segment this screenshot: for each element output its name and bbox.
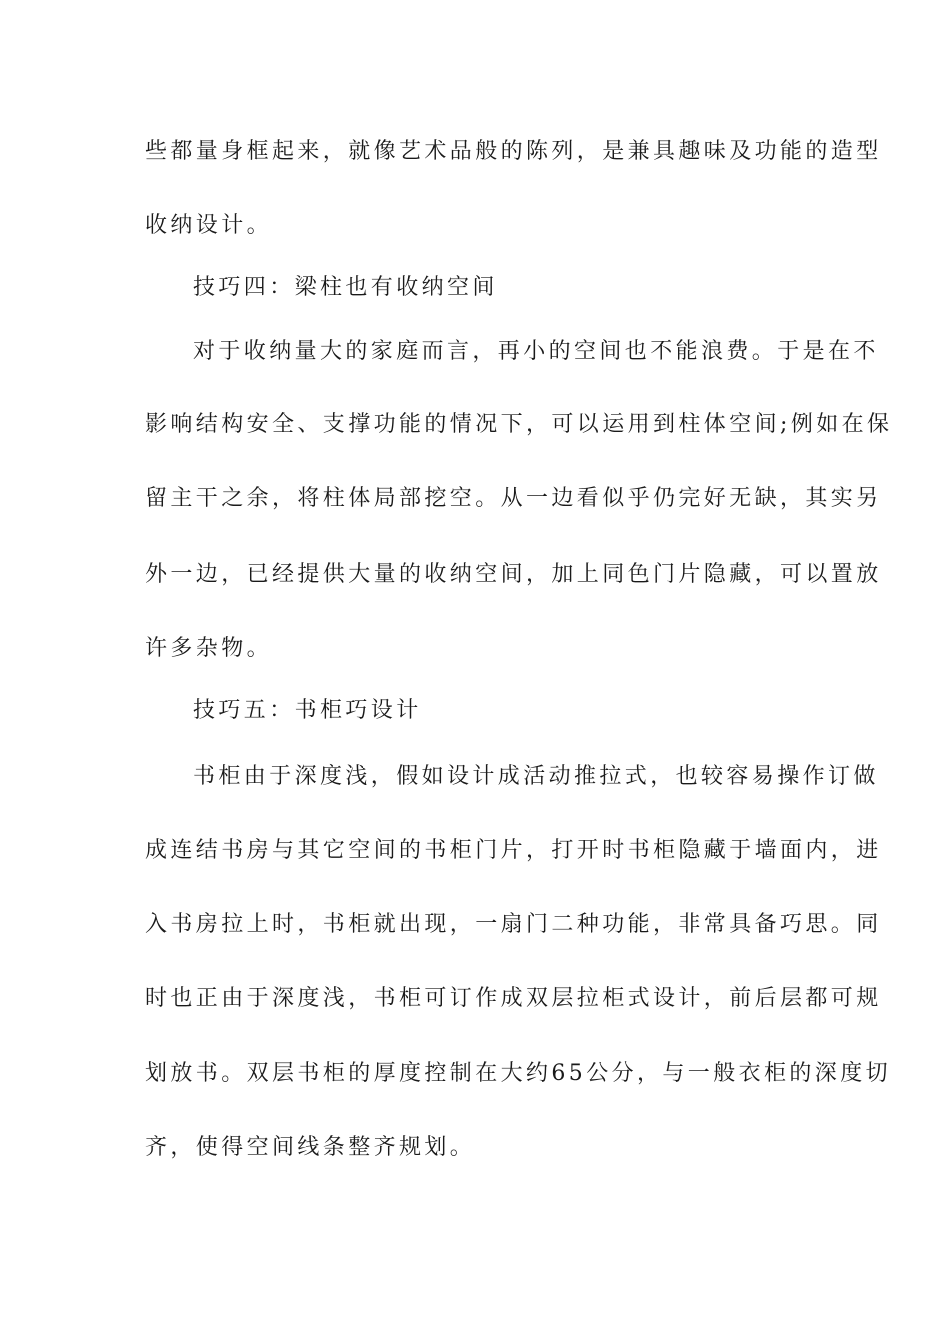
paragraph-line: 入书房拉上时，书柜就出现，一扇门二种功能，非常具备巧思。同 (145, 912, 882, 937)
paragraph-line: 划放书。双层书柜的厚度控制在大约65公分，与一般衣柜的深度切 (145, 1061, 891, 1086)
paragraph-line: 影响结构安全、支撑功能的情况下，可以运用到柱体空间;例如在保 (145, 412, 893, 437)
paragraph-line: 对于收纳量大的家庭而言，再小的空间也不能浪费。于是在不 (193, 339, 879, 364)
paragraph-line: 外一边，已经提供大量的收纳空间，加上同色门片隐藏，可以置放 (145, 562, 882, 587)
section-heading-tip-five: 技巧五：书柜巧设计 (193, 698, 422, 723)
paragraph-line: 许多杂物。 (145, 636, 273, 661)
paragraph-line: 留主干之余，将柱体局部挖空。从一边看似乎仍完好无缺，其实另 (145, 486, 882, 511)
paragraph-line: 些都量身框起来，就像艺术品般的陈列，是兼具趣味及功能的造型 (145, 139, 882, 164)
section-heading-tip-four: 技巧四：梁柱也有收纳空间 (193, 275, 498, 300)
paragraph-line: 成连结书房与其它空间的书柜门片，打开时书柜隐藏于墙面内，进 (145, 838, 882, 863)
paragraph-line: 时也正由于深度浅，书柜可订作成双层拉柜式设计，前后层都可规 (145, 986, 882, 1011)
paragraph-line: 收纳设计。 (145, 213, 273, 238)
paragraph-line: 齐，使得空间线条整齐规划。 (145, 1135, 476, 1160)
paragraph-line: 书柜由于深度浅，假如设计成活动推拉式，也较容易操作订做 (193, 764, 879, 789)
